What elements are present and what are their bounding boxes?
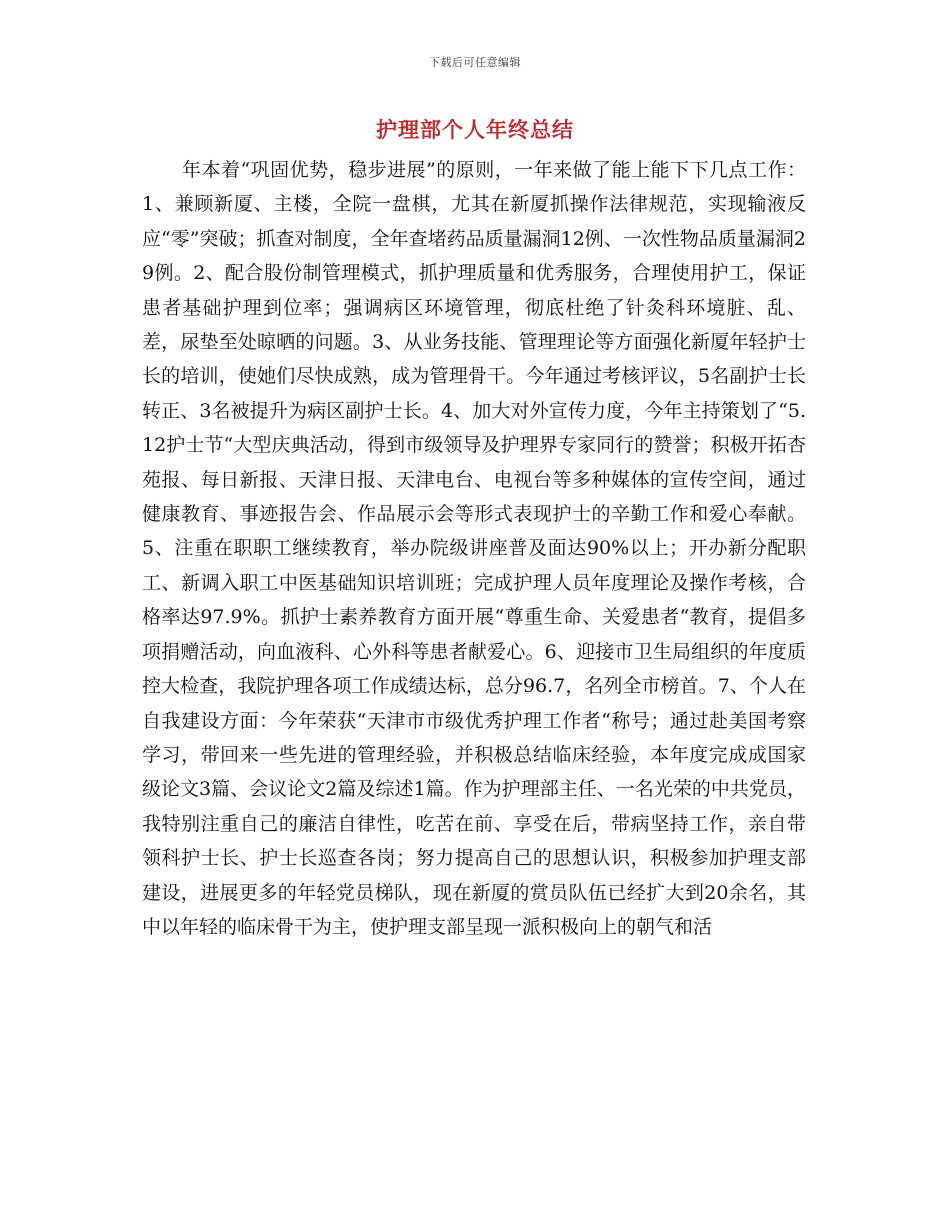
document-body-paragraph: 年本着“巩固优势，稳步进展”的原则，一年来做了能上能下下几点工作：1、兼顾新厦、主楼，全院一盘棋，尤其在新厦抓操作法律规范，实现输液反应“零”突破；抓查对制度，全年查堵药品质量漏洞12例、一次性物品质量漏洞29例。2、配合股份制管理模式，抓护理质量和优秀服务，合理使用护工，保证患者基础护理到位率；强调病区环境管理，彻底杜绝了针灸科环境脏、乱、差，尿垫至处晾晒的问题。3、从业务技能、管理理论等方面强化新厦年轻护士长的培训，使她们尽快成熟，成为管理骨干。今年通过考核评议，5名副护士长转正、3名被提升为病区副护士长。4、加大对外宣传力度，今年主持策划了“5.12护士节“大型庆典活动，得到市级领导及护理界专家同行的赞誉；积极开拓杏苑报、每日新报、天津日报、天津电台、电视台等多种媒体的宣传空间，通过健康教育、事迹报告会、作品展示会等形式表现护士的辛勤工作和爱心奉献。5、注重在职职工继续教育，举办院级讲座普及面达90%以上；开办新分配职工、新调入职工中医基础知识培训班；完成护理人员年度理论及操作考核，合格率达97.9%。抓护士素养教育方面开展“尊重生命、关爱患者“教育，提倡多项捐赠活动，向血液科、心外科等患者献爱心。6、迎接市卫生局组织的年度质控大检查，我院护理各项工作成绩达标，总分96.7，名列全市榜首。7、个人在自我建设方面：今年荣获“天津市市级优秀护理工作者“称号；通过赴美国考察学习，带回来一些先进的管理经验，并积极总结临床经验，本年度完成成国家级论文3篇、会议论文2篇及综述1篇。作为护理部主任、一名光荣的中共党员，我特别注重自己的廉洁自律性，吃苦在前、享受在后，带病坚持工作，亲自带领科护士长、护士长巡查各岗；努力提高自己的思想认识，积极参加护理支部建设，进展更多的年轻党员梯队，现在新厦的赏员队伍已经扩大到20余名，其中以年轻的临床骨干为主，使护理支部呈现一派积极向上的朝气和活 bbox=[142, 159, 806, 938]
header-note: 下载后可任意编辑 bbox=[429, 56, 521, 69]
document-title: 护理部个人年终总结 bbox=[376, 117, 574, 142]
